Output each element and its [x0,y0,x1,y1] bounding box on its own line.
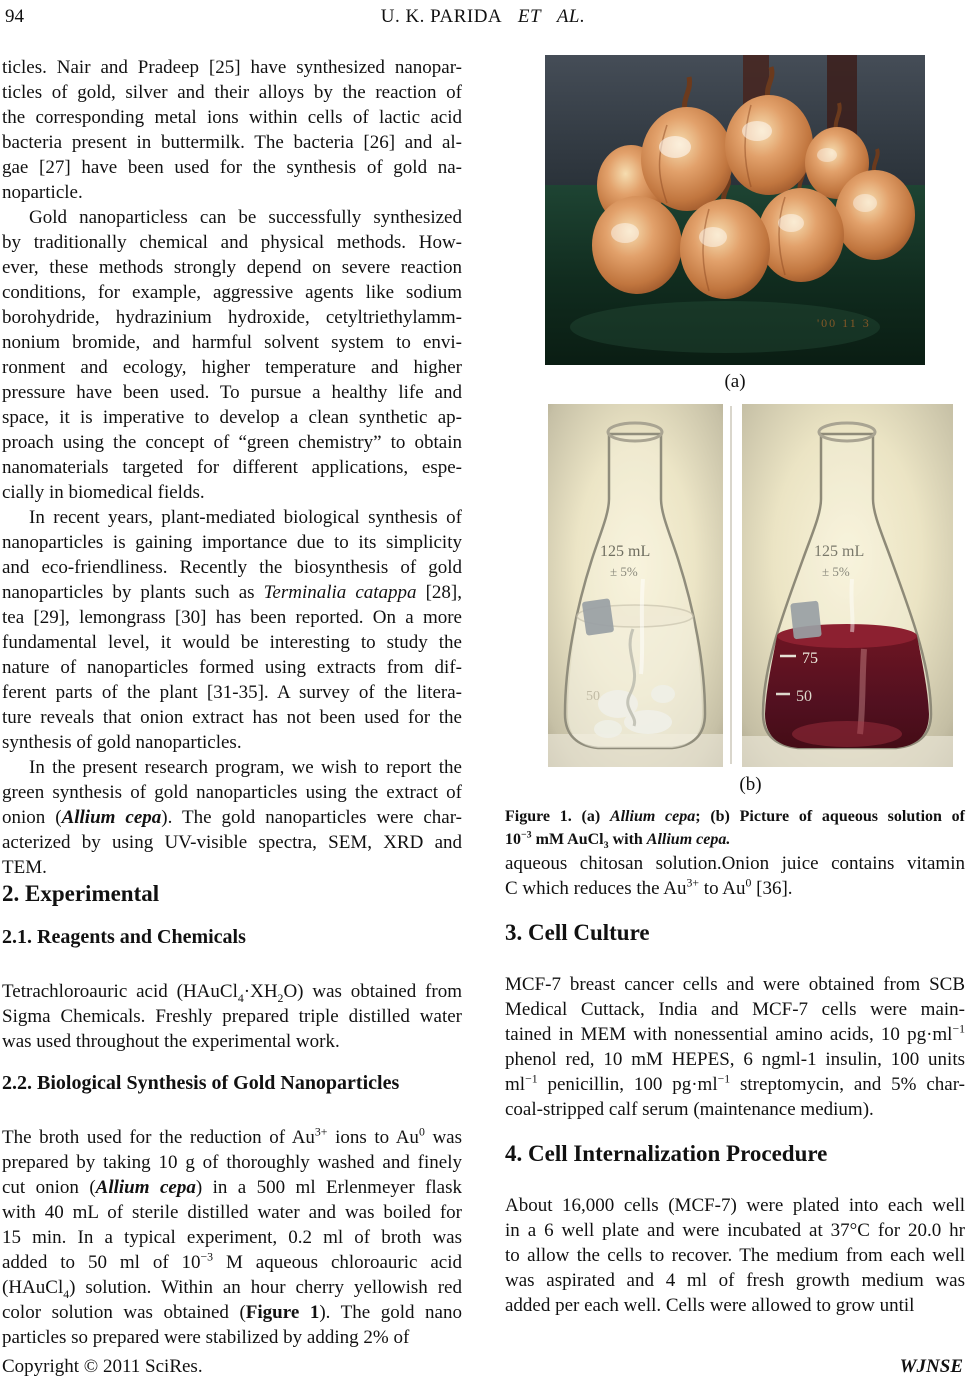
text-line: nanoparticles by plants such as Terminalia catappa [28], [2,582,462,603]
text-line: The broth used for the reduction of $Au^{3+}$ ions to Au$^0$ was [2,1125,462,1148]
section-heading: 4. Cell Internalization Procedure [505,1141,828,1166]
flask-tolerance-label: ± 5% [822,564,850,579]
section-heading: 3. Cell Culture [505,920,650,945]
text-line: ticles. Nair and Pradeep [25] have synthesized nanopar- [2,57,462,78]
text-line: ronment and ecology, higher temperature and higher [2,357,462,378]
paragraph [2,1125,462,1350]
text-line: onion (Allium cepa). The gold nanoparticles were char- [2,807,462,828]
text-line: About 16,000 cells (MCF-7) were plated into each well [505,1195,965,1216]
text-line: $ml^{-1}$ penicillin, 100 $pg\cdot ml^{-1}$ streptomycin, and 5% char- [505,1072,965,1095]
text-line: added to 50 ml of $10^{-3}$ M aqueous chloroauric acid [2,1250,462,1273]
figure-1b-photo [548,404,953,767]
text-line: Medical Cuttack, India and MCF-7 cells were main- [505,999,965,1020]
section-heading: 2.1. Reagents and Chemicals [2,926,246,948]
text-line: ture reveals that onion extract has not been used for the [2,707,462,728]
left-column [2,55,462,1350]
text-line: ever, these methods strongly depend on severe reaction [2,257,462,278]
text-line: with 40 mL of sterile distilled water and was boiled for [2,1202,462,1223]
text-line: bacteria present in buttermilk. The bacteria [26] and al- [2,132,462,153]
paragraph [2,755,462,880]
right-column [505,55,965,1318]
text-line: prepared by taking 10 g of thoroughly washed and finely [2,1152,462,1173]
text-line: particles so prepared were stabilized by adding 2% of [2,1327,410,1348]
flask-tolerance-label: ± 5% [610,564,638,579]
text-line: In recent years, plant-mediated biological synthesis of [29,507,462,528]
photo-divider [730,406,732,764]
page-number: 94 [5,6,24,27]
text-line: ferent parts of the plant [31-35]. A survey of the litera- [2,682,462,703]
text-line: coal-stripped calf serum (maintenance medium). [505,1099,874,1120]
text-line: Sigma Chemicals. Freshly prepared triple distilled water [2,1006,462,1027]
flask-volume-label: 125 mL [600,543,651,560]
flask-clear-photo [548,404,723,767]
figure-1a-photo [545,55,925,365]
paragraph [505,1193,965,1318]
right-column-text [505,851,965,1318]
text-line: space, it is imperative to develop a clean synthetic ap- [2,407,462,428]
text-line: cut onion (Allium cepa) in a 500 ml Erlenmeyer flask [2,1177,462,1198]
text-line: phenol red, 10 mM HEPES, 6 ngml-1 insulin, 100 units [505,1049,965,1070]
text-line: conditions, for example, aggressive agents like sodium [2,282,462,303]
text-line: (HAuCl$_4$) solution. Within an hour cherry yellowish red [2,1277,462,1301]
text-line: Tetrachloroauric acid $(HAuCl_4\cdot XH_2O)$ was obtained from [2,981,462,1005]
text-line: in a 6 well plate and were incubated at 37°C for 20.0 hr [505,1220,965,1241]
text-line: nanoparticles is gaining importance due to its simplicity [2,532,462,553]
text-line: TEM. [2,857,47,878]
photo-timestamp: '00 11 3 [817,316,871,330]
text-line: was used throughout the experimental work. [2,1031,340,1052]
text-line: cially in biomedical fields. [2,482,205,503]
text-line: tained in MEM with nonessential amino acids, 10 $pg\cdot ml^{-1}$ [505,1022,965,1045]
text-line: was aspirated and 4 ml of fresh growth medium was [505,1270,965,1291]
text-line: acterized by using UV-visible spectra, SEM, XRD and [2,832,462,853]
text-line: pressure have been used. To pursue a healthy life and [2,382,462,403]
text-line: green synthesis of gold nanoparticles using the extract of [2,782,462,803]
paragraph [2,205,462,505]
text-line: nonium bromide, and harmful solvent system to envi- [2,332,462,353]
text-line: noparticle. [2,182,83,203]
text-line: nanomaterials targeted for different applications, espe- [2,457,462,478]
text-line: C which reduces the $Au^{3+}$ to Au$^0$ [36]. [505,876,793,899]
section-heading: 2. Experimental [2,881,160,906]
text-line: and eco-friendliness. Recently the biosynthesis of gold [2,557,462,578]
text-line: by traditionally chemical and physical methods. How- [2,232,462,253]
figure-1b-label: (b) [739,774,762,795]
figure-1-caption [505,805,965,851]
flask-scale-75: 75 [802,650,818,667]
text-line: color solution was obtained (Figure 1). The gold nano [2,1302,462,1323]
text-line: aqueous chitosan solution.Onion juice contains vitamin [505,853,965,874]
text-line: proach using the concept of “green chemistry” to obtain [2,432,462,453]
text-line: to allow the cells to recover. The medium from each well [505,1245,965,1266]
text-line: fundamental level, it would be interesting to study the [2,632,462,653]
paragraph [2,979,462,1054]
text-line: synthesis of gold nanoparticles. [2,732,242,753]
text-line: ticles of gold, silver and their alloys by the reaction of [2,82,462,103]
paragraph [505,972,965,1122]
text-line: borohydride, hydrazinium hydroxide, cetyltriethylamm- [2,307,462,328]
text-line: nature of nanoparticles formed using extracts from dif- [2,657,462,678]
text-line: 15 min. In a typical experiment, 0.2 ml of broth was [2,1227,462,1248]
flask-red-photo [742,404,953,767]
page-header [0,6,966,32]
text-line: tea [29], lemongrass [30] has been reported. On a more [2,607,462,628]
paragraph [2,55,462,205]
flask-volume-label: 125 mL [814,543,865,560]
caption-line: $10^{-3}$ mM AuCl$_3$ with Allium cepa. [505,829,731,852]
text-line: In the present research program, we wish to report the [29,757,462,778]
figure-1a-label: (a) [724,371,746,392]
journal-abbreviation: WJNSE [899,1356,963,1377]
paragraph [2,505,462,755]
text-line: gae [27] have been used for the synthesis of gold na- [2,157,462,178]
caption-line: Figure 1. (a) Allium cepa; (b) Picture of aqueous solution of [505,808,966,825]
page-footer [0,1356,966,1380]
text-line: Gold nanoparticless can be successfully synthesized [29,207,462,228]
flask-scale-50: 50 [796,688,812,705]
paragraph [505,851,965,901]
flask-scale-50: 50 [586,689,600,704]
running-head: U. K. PARIDA ET AL. [380,6,586,27]
text-line: the corresponding metal ions within cells of lactic acid [2,107,462,128]
copyright-text: Copyright © 2011 SciRes. [2,1356,203,1377]
text-line: MCF-7 breast cancer cells and were obtained from SCB [505,974,965,995]
section-heading: 2.2. Biological Synthesis of Gold Nanoparticles [2,1072,400,1094]
text-line: added per each well. Cells were allowed to grow until [505,1295,915,1316]
